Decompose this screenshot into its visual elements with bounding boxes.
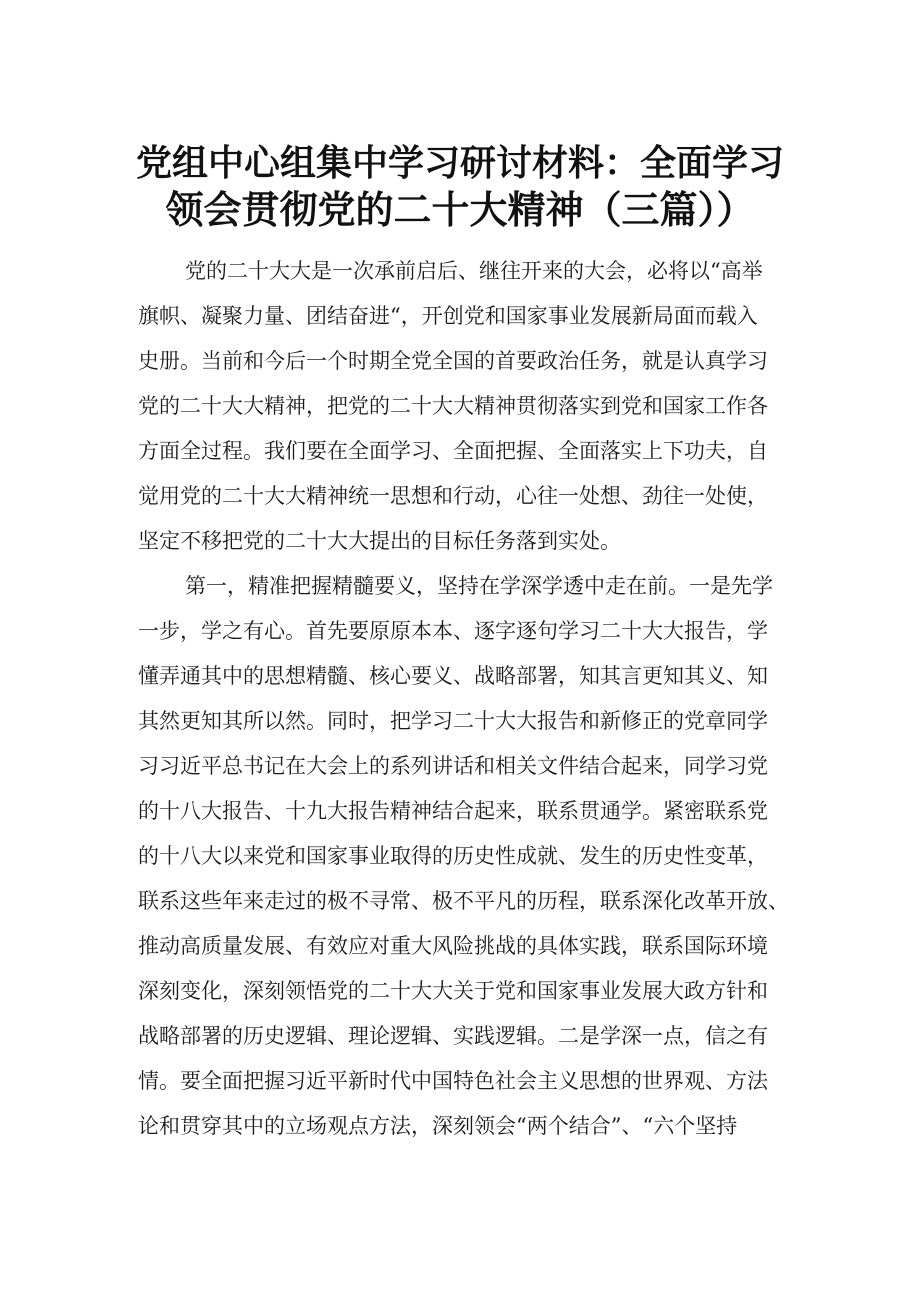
body-line: 论和贯穿其中的立场观点方法，深刻领会“两个结合”、“六个坚持 bbox=[138, 1114, 738, 1138]
body-line: 懂弄通其中的思想精髓、核心要义、战略部署，知其言更知其义、知 bbox=[138, 664, 768, 688]
document-title-line-2 bbox=[0, 188, 920, 232]
body-line: 情。要全面把握习近平新时代中国特色社会主义思想的世界观、方法 bbox=[138, 1069, 768, 1093]
body-line: 党的二十大大精神，把党的二十大大精神贯彻落实到党和国家工作各 bbox=[138, 394, 768, 418]
body-line: 其然更知其所以然。同时，把学习二十大大报告和新修正的党章同学 bbox=[138, 709, 768, 733]
body-line: 深刻变化，深刻领悟党的二十大大关于党和国家事业发展大政方针和 bbox=[138, 979, 768, 1003]
body-line: 的十八大报告、十九大报告精神结合起来，联系贯通学。紧密联系党 bbox=[138, 799, 768, 823]
body-line: 的十八大以来党和国家事业取得的历史性成就、发生的历史性变革， bbox=[138, 844, 768, 868]
body-line: 旗帜、凝聚力量、团结奋进“，开创党和国家事业发展新局面而载入 bbox=[138, 304, 758, 328]
body-line: 方面全过程。我们要在全面学习、全面把握、全面落实上下功夫，自 bbox=[138, 439, 768, 463]
body-line: 第一，精准把握精髓要义，坚持在学深学透中走在前。一是先学 bbox=[185, 574, 773, 598]
title-text: 领会贯彻党的二十大精神（三篇）） bbox=[165, 188, 755, 232]
title-text: 党组中心组集中学习研讨材料：全面学习 bbox=[135, 143, 784, 184]
body-line: 战略部署的历史逻辑、理论逻辑、实践逻辑。二是学深一点，信之有 bbox=[138, 1024, 768, 1048]
body-line: 一步，学之有心。首先要原原本本、逐字逐句学习二十大大报告，学 bbox=[138, 619, 768, 643]
body-line: 习习近平总书记在大会上的系列讲话和相关文件结合起来，同学习党 bbox=[138, 754, 768, 778]
document-title-line-1 bbox=[0, 142, 920, 186]
body-line: 联系这些年来走过的极不寻常、极不平凡的历程，联系深化改革开放、 bbox=[138, 889, 789, 913]
body-line: 史册。当前和今后一个时期全党全国的首要政治任务，就是认真学习 bbox=[138, 349, 768, 373]
body-line: 坚定不移把党的二十大大提出的目标任务落到实处。 bbox=[138, 529, 621, 553]
body-line: 觉用党的二十大大精神统一思想和行动，心往一处想、劲往一处使， bbox=[138, 484, 768, 508]
body-line: 党的二十大大是一次承前启后、继往开来的大会，必将以“高举 bbox=[185, 259, 763, 283]
body-line: 推动高质量发展、有效应对重大风险挑战的具体实践，联系国际环境 bbox=[138, 934, 768, 958]
